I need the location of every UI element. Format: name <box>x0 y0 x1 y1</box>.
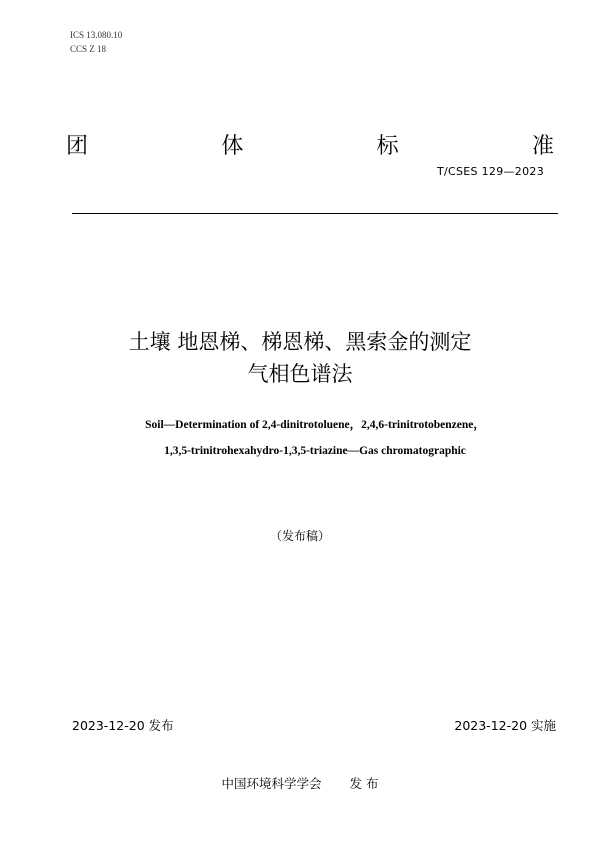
english-title-line-2: 1,3,5-trinitrohexahydro-1,3,5-triazine—Gas chromatographic <box>164 445 466 457</box>
publisher-org: 中国环境科学学会 <box>221 776 322 791</box>
english-title-line-1: Soil—Determination of 2,4-dinitrotoluene，2,4,6-trinitrotobenzene， <box>145 419 485 431</box>
draft-status: （发布稿） <box>269 529 330 543</box>
publisher-line <box>0 776 600 792</box>
standard-type-heading <box>66 132 554 162</box>
ccs-code: CCS Z 18 <box>70 44 107 54</box>
heading-char-4: 准 <box>531 134 554 159</box>
heading-char-2: 体 <box>221 134 244 159</box>
chinese-title-line-1: 土壤 地恩梯、梯恩梯、黑索金的测定 <box>128 330 472 354</box>
english-title <box>20 412 600 464</box>
issue-date: 2023-12-20 发布 <box>72 718 174 733</box>
standard-number: T/CSES 129—2023 <box>436 165 544 178</box>
heading-char-1: 团 <box>66 134 89 159</box>
implementation-date: 2023-12-20 实施 <box>454 718 556 733</box>
chinese-title-line-2: 气相色谱法 <box>247 362 353 386</box>
heading-char-3: 标 <box>376 134 399 159</box>
ics-code: ICS 13.080.10 <box>70 30 123 40</box>
chinese-title <box>0 326 600 390</box>
publish-action: 发 布 <box>349 776 379 791</box>
classification-codes <box>70 28 122 56</box>
header-divider <box>72 213 558 214</box>
